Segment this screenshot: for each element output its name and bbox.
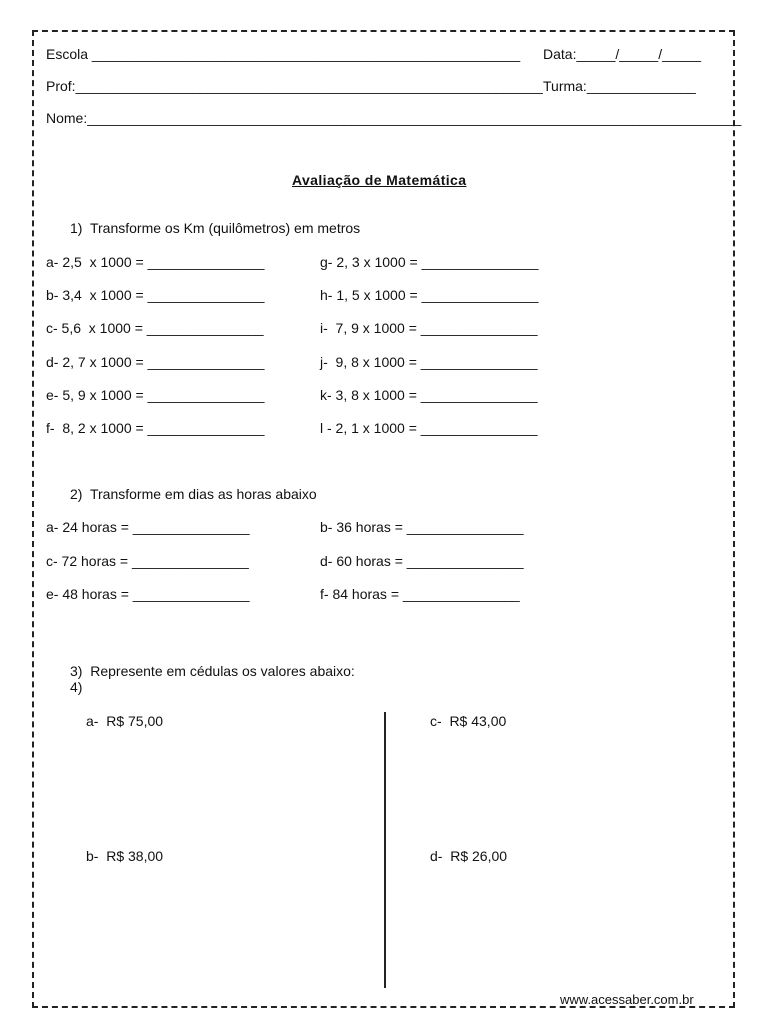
q3-heading: 3) Represente em cédulas os valores abaixo:	[70, 663, 355, 679]
q3-item-d: d- R$ 26,00	[430, 848, 508, 864]
q1-heading: 1) Transforme os Km (quilômetros) em metros	[70, 220, 361, 236]
q3-item-b: b- R$ 38,00	[86, 848, 164, 864]
q1-item-a: a- 2,5 x 1000 = _______________	[46, 254, 265, 270]
q1-item-d: d- 2, 7 x 1000 = _______________	[46, 354, 265, 370]
q2-item-c: c- 72 horas = _______________	[46, 553, 249, 569]
date-field[interactable]: Data:_____/_____/_____	[543, 46, 702, 62]
q4-number: 4)	[70, 679, 83, 695]
q1-item-h: h- 1, 5 x 1000 = _______________	[320, 287, 539, 303]
q3-item-a: a- R$ 75,00	[86, 713, 164, 729]
q1-item-c: c- 5,6 x 1000 = _______________	[46, 320, 264, 336]
class-field[interactable]: Turma:______________	[543, 78, 696, 94]
q2-item-d: d- 60 horas = _______________	[320, 553, 524, 569]
name-field[interactable]: Nome:____________________________________________________________________________________	[46, 110, 742, 126]
q1-item-g: g- 2, 3 x 1000 = _______________	[320, 254, 539, 270]
q3-item-c: c- R$ 43,00	[430, 713, 507, 729]
q1-item-e: e- 5, 9 x 1000 = _______________	[46, 387, 265, 403]
footer-url[interactable]: www.acessaber.com.br	[560, 992, 694, 1007]
q2-item-b: b- 36 horas = _______________	[320, 519, 524, 535]
q1-item-j: j- 9, 8 x 1000 = _______________	[320, 354, 538, 370]
q2-item-e: e- 48 horas = _______________	[46, 586, 250, 602]
q1-item-k: k- 3, 8 x 1000 = _______________	[320, 387, 538, 403]
page-title: Avaliação de Matemática	[292, 172, 467, 188]
q1-item-i: i- 7, 9 x 1000 = _______________	[320, 320, 538, 336]
q2-item-f: f- 84 horas = _______________	[320, 586, 520, 602]
q2-item-a: a- 24 horas = _______________	[46, 519, 250, 535]
q1-item-f: f- 8, 2 x 1000 = _______________	[46, 420, 265, 436]
q1-item-b: b- 3,4 x 1000 = _______________	[46, 287, 265, 303]
q2-heading: 2) Transforme em dias as horas abaixo	[70, 486, 317, 502]
teacher-field[interactable]: Prof:____________________________________________________________	[46, 78, 543, 94]
school-field[interactable]: Escola _______________________________________________________	[46, 46, 521, 62]
column-divider	[384, 712, 386, 988]
q1-item-l: l - 2, 1 x 1000 = _______________	[320, 420, 538, 436]
